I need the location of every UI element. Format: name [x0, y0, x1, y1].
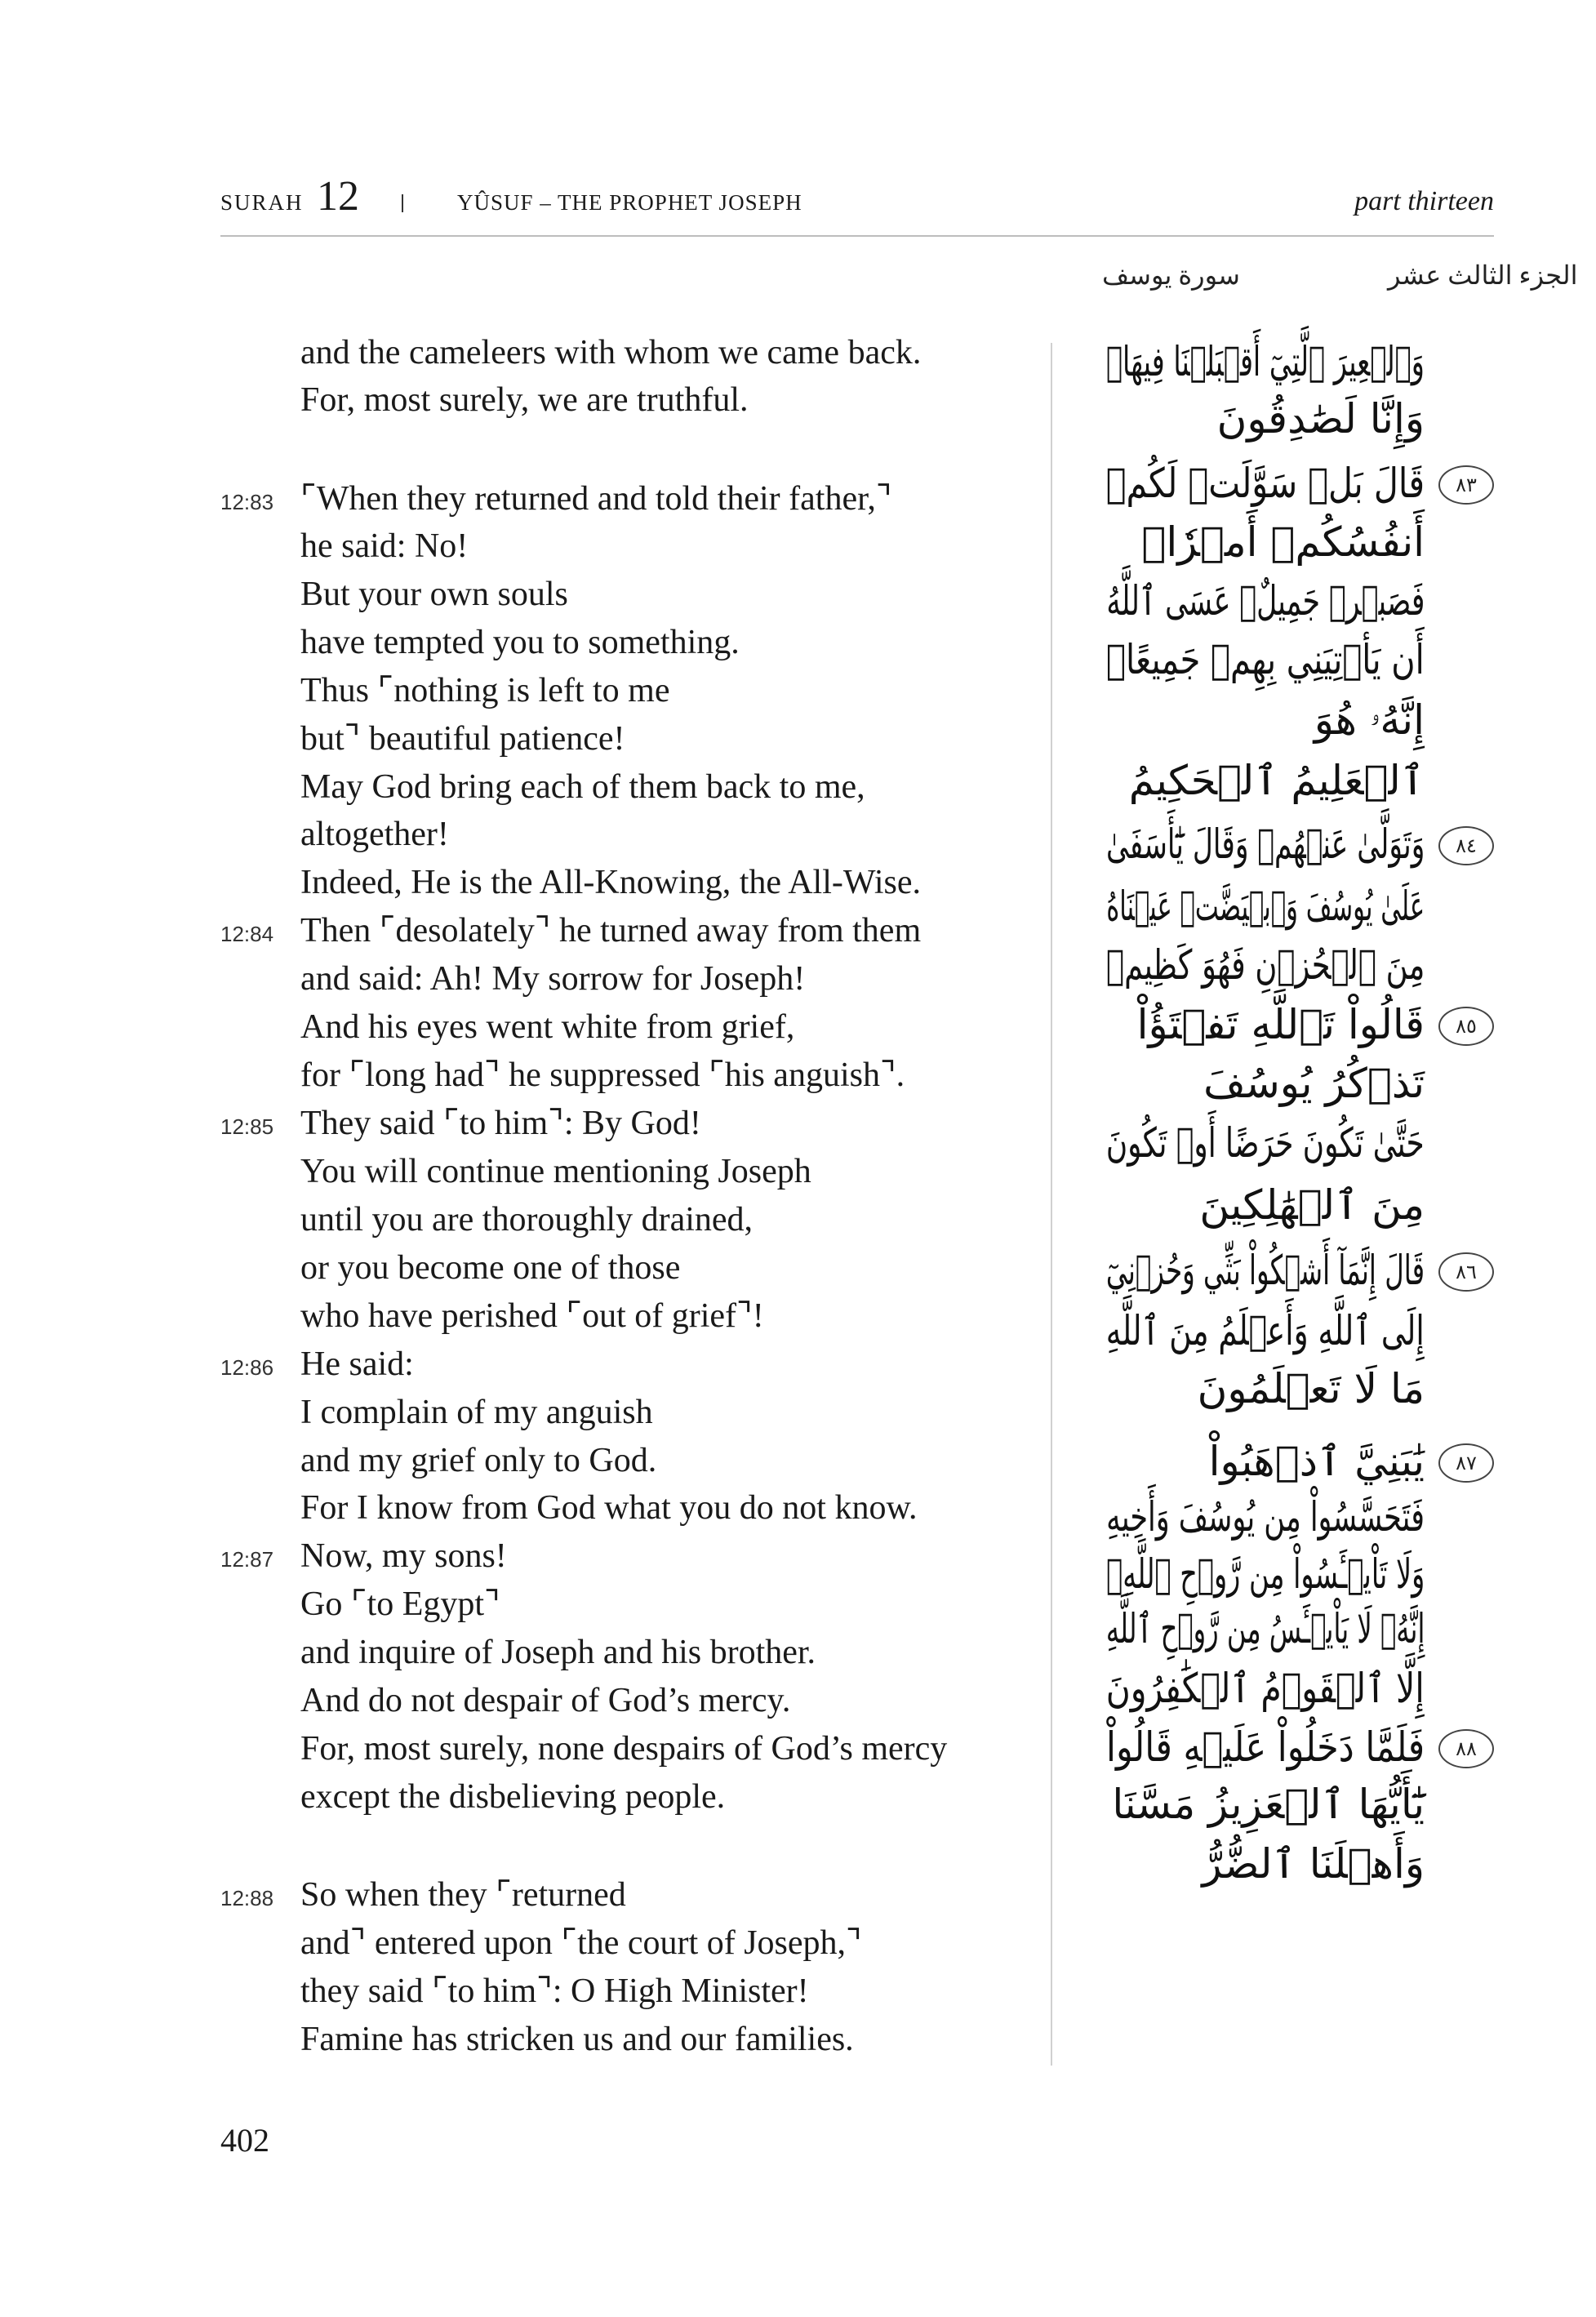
header-separator — [402, 194, 403, 212]
translation-line: So when they ⌜returned — [300, 1876, 626, 1914]
arabic-verse-line: فَصَبۡرٞ جَمِيلٌۖ عَسَى ٱللَّهُ — [1105, 577, 1425, 625]
verse-reference: 12:86 — [220, 1355, 274, 1380]
column-divider — [1051, 343, 1052, 2066]
arabic-verse-line: تَذۡكُرُ يُوسُفَ — [1203, 1060, 1425, 1107]
translation-line: I complain of my anguish — [300, 1394, 653, 1431]
translation-line: Now, my sons! — [300, 1537, 507, 1575]
translation-line: For, most surely, we are truthful. — [300, 381, 749, 419]
translation-line: except the disbelieving people. — [300, 1778, 726, 1816]
translation-line: Thus ⌜nothing is left to me — [300, 672, 670, 709]
translation-line: Indeed, He is the All-Knowing, the All-Wise. — [300, 864, 921, 901]
verse-number-badge: ٨٤ — [1438, 826, 1494, 865]
arabic-verse-line: إِلَى ٱللَّهِ وَأَعۡلَمُ مِنَ ٱللَّهِ — [1106, 1307, 1425, 1354]
translation-line: For, most surely, none despairs of God’s mercy — [300, 1730, 948, 1768]
translation-line: For I know from God what you do not know. — [300, 1489, 918, 1527]
translation-line: Then ⌜desolately⌝ he turned away from them — [300, 912, 922, 949]
surah-label: SURAH — [220, 190, 304, 215]
arabic-verse-line: مِنَ ٱلۡهَٰلِكِينَ — [1199, 1181, 1425, 1229]
arabic-verse-line: يَٰٓأَيُّهَا ٱلۡعَزِيزُ مَسَّنَا — [1112, 1781, 1425, 1828]
arabic-verse-line: أَن يَأۡتِيَنِي بِهِمۡ جَمِيعًاۚ — [1106, 636, 1425, 683]
translation-line: who have perished ⌜out of grief⌝! — [300, 1297, 764, 1335]
translation-line: You will continue mentioning Joseph — [300, 1153, 811, 1190]
translation-line: have tempted you to something. — [300, 624, 740, 661]
arabic-verse-line: حَتَّىٰ تَكُونَ حَرَضًا أَوۡ تَكُونَ — [1106, 1119, 1425, 1167]
arabic-verse-line: قَالَ إِنَّمَآ أَشۡكُواْ بَثِّي وَحُزۡنِيٓ — [1105, 1247, 1425, 1294]
translation-line: They said ⌜to him⌝: By God! — [300, 1105, 701, 1142]
surah-number: 12 — [317, 173, 359, 220]
translation-line: ⌜When they returned and told their father,⌝ — [300, 480, 892, 518]
arabic-verse-line: ٱلۡعَلِيمُ ٱلۡحَكِيمُ — [1128, 757, 1425, 804]
translation-line: and said: Ah! My sorrow for Joseph! — [300, 960, 806, 998]
translation-line: but⌝ beautiful patience! — [300, 720, 625, 758]
translation-line: he said: No! — [300, 527, 469, 565]
running-header — [220, 173, 1494, 224]
translation-line: and my grief only to God. — [300, 1442, 657, 1479]
translation-line: Go ⌜to Egypt⌝ — [300, 1585, 500, 1623]
part-label: part thirteen — [1354, 186, 1494, 216]
arabic-verse-line: فَلَمَّا دَخَلُواْ عَلَيۡهِ قَالُواْ — [1105, 1723, 1425, 1771]
arabic-verse-line: يَٰبَنِيَّ ٱذۡهَبُواْ — [1208, 1438, 1425, 1485]
verse-reference: 12:87 — [220, 1547, 274, 1572]
arabic-verse-line: إِلَّا ٱلۡقَوۡمُ ٱلۡكَٰفِرُونَ — [1106, 1665, 1425, 1712]
verse-number-badge: ٨٦ — [1438, 1252, 1494, 1292]
arabic-verse-line: قَالَ بَلۡ سَوَّلَتۡ لَكُمۡ — [1105, 460, 1425, 507]
page-number: 402 — [220, 2122, 269, 2159]
translation-line: Famine has stricken us and our families. — [300, 2021, 854, 2058]
translation-line: But your own souls — [300, 576, 568, 613]
arabic-verse-line: وَلَا تَاْيۡـَٔسُواْ مِن رَّوۡحِ ٱللَّهِۖ — [1105, 1550, 1425, 1598]
arabic-verse-line: أَنفُسُكُمۡ أَمۡرٗاۖ — [1141, 518, 1425, 566]
arabic-surah-header: سورة يوسف — [1102, 260, 1240, 290]
verse-number-badge: ٨٥ — [1438, 1007, 1494, 1046]
arabic-verse-line: وَأَهۡلَنَا ٱلضُّرُّ — [1202, 1840, 1425, 1888]
translation-line: And his eyes went white from grief, — [300, 1008, 795, 1046]
arabic-verse-line: وَإِنَّا لَصَٰدِقُونَ — [1216, 395, 1425, 442]
verse-reference: 12:88 — [220, 1886, 274, 1910]
arabic-verse-line: إِنَّهُۥ هُوَ — [1314, 696, 1425, 744]
translation-line: He said: — [300, 1345, 414, 1383]
translation-line: May God bring each of them back to me, — [300, 768, 865, 806]
verse-reference: 12:83 — [220, 490, 274, 514]
arabic-verse-line: عَلَىٰ يُوسُفَ وَٱبۡيَضَّتۡ عَيۡنَاهُ — [1105, 883, 1425, 930]
translation-line: for ⌜long had⌝ he suppressed ⌜his anguish⌝. — [300, 1056, 905, 1094]
arabic-verse-line: مَا لَا تَعۡلَمُونَ — [1197, 1365, 1425, 1412]
translation-line: And do not despair of God’s mercy. — [300, 1682, 791, 1719]
surah-title: YÛSUF – THE PROPHET JOSEPH — [457, 190, 802, 215]
translation-line: and the cameleers with whom we came back. — [300, 334, 922, 371]
arabic-verse-line: وَتَوَلَّىٰ عَنۡهُمۡ وَقَالَ يَٰٓأَسَفَىٰ — [1105, 821, 1425, 868]
header-rule — [220, 235, 1494, 237]
verse-number-badge: ٨٧ — [1438, 1443, 1494, 1483]
translation-line: they said ⌜to him⌝: O High Minister! — [300, 1972, 809, 2010]
translation-line: until you are thoroughly drained, — [300, 1201, 754, 1239]
verse-reference: 12:84 — [220, 922, 274, 946]
verse-number-badge: ٨٨ — [1438, 1729, 1494, 1768]
arabic-verse-line: إِنَّهُۥ لَا يَاْيۡـَٔسُ مِن رَّوۡحِ ٱللَّهِ — [1105, 1605, 1425, 1652]
arabic-verse-line: فَتَحَسَّسُواْ مِن يُوسُفَ وَأَخِيهِ — [1106, 1493, 1425, 1541]
translation-line: and⌝ entered upon ⌜the court of Joseph,⌝ — [300, 1924, 862, 1962]
verse-number-badge: ٨٣ — [1438, 465, 1494, 505]
translation-line: or you become one of those — [300, 1249, 681, 1287]
arabic-part-header: الجزء الثالث عشر — [1388, 260, 1578, 290]
verse-reference: 12:85 — [220, 1114, 274, 1139]
arabic-verse-line: وَٱلۡعِيرَ ٱلَّتِيٓ أَقۡبَلۡنَا فِيهَاۖ — [1106, 338, 1425, 385]
translation-line: and inquire of Joseph and his brother. — [300, 1634, 816, 1671]
translation-line: altogether! — [300, 816, 449, 853]
arabic-verse-line: قَالُواْ تَٱللَّهِ تَفۡتَؤُاْ — [1136, 1001, 1425, 1048]
arabic-verse-line: مِنَ ٱلۡحُزۡنِ فَهُوَ كَظِيمٞ — [1105, 941, 1425, 989]
